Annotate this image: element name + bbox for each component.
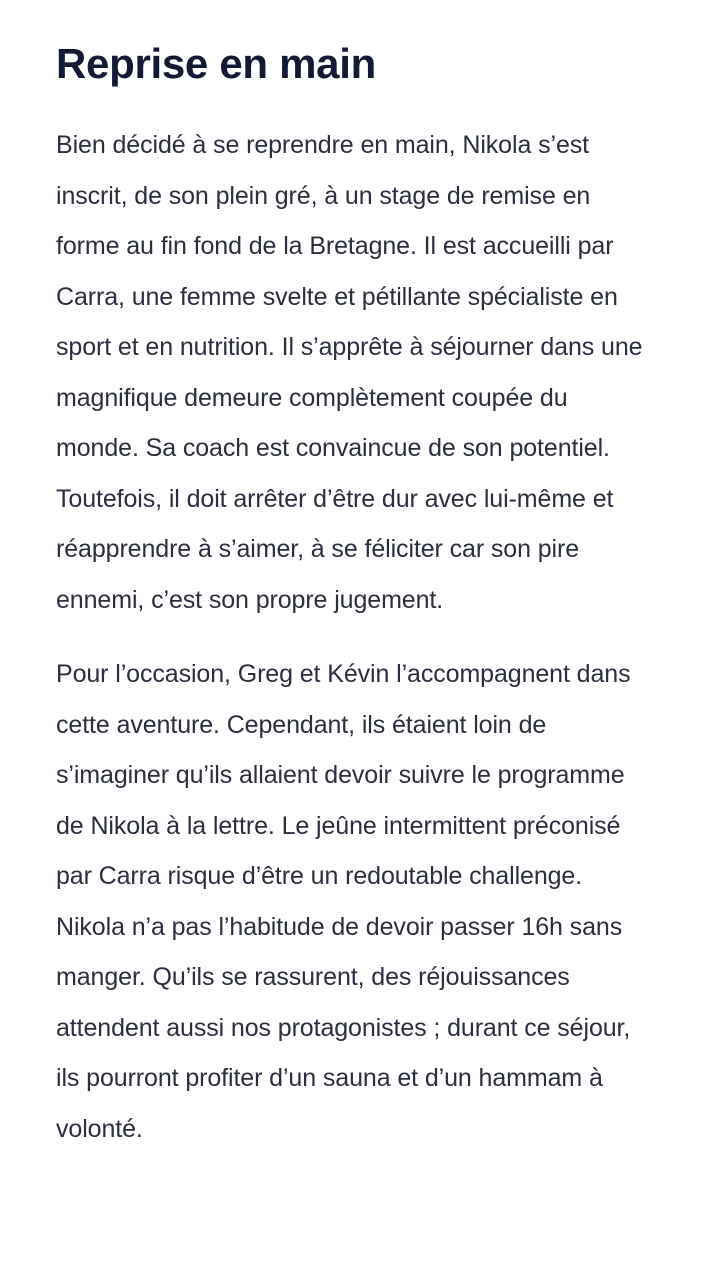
article-paragraph-2: Pour l’occasion, Greg et Kévin l’accompagnent dans cette aventure. Cependant, ils étaient loin de s’imaginer qu’ils allaient devoir suivre le programme de Nikola à la lettre. Le jeûne intermittent préconisé par Carra risque d’être un redoutable challenge. Nikola n’a pas l’habitude de devoir passer 16h sans manger. Qu’ils se rassurent, des réjouissances attendent aussi nos protagonistes ; durant ce séjour, ils pourront profiter d’un sauna et d’un hammam à volonté. xyxy=(56,660,631,1143)
article-paragraph-1: Bien décidé à se reprendre en main, Nikola s’est inscrit, de son plein gré, à un stage de remise en forme au fin fond de la Bretagne. Il est accueilli par Carra, une femme svelte et pétillante spécialiste en sport et en nutrition. Il s’apprête à séjourner dans une magnifique demeure complètement coupée du monde. Sa coach est convaincue de son potentiel. Toutefois, il doit arrêter d’être dur avec lui-même et réapprendre à s’aimer, à se féliciter car son pire ennemi, c’est son propre jugement. xyxy=(56,131,643,614)
article-title: Reprise en main xyxy=(56,40,376,87)
